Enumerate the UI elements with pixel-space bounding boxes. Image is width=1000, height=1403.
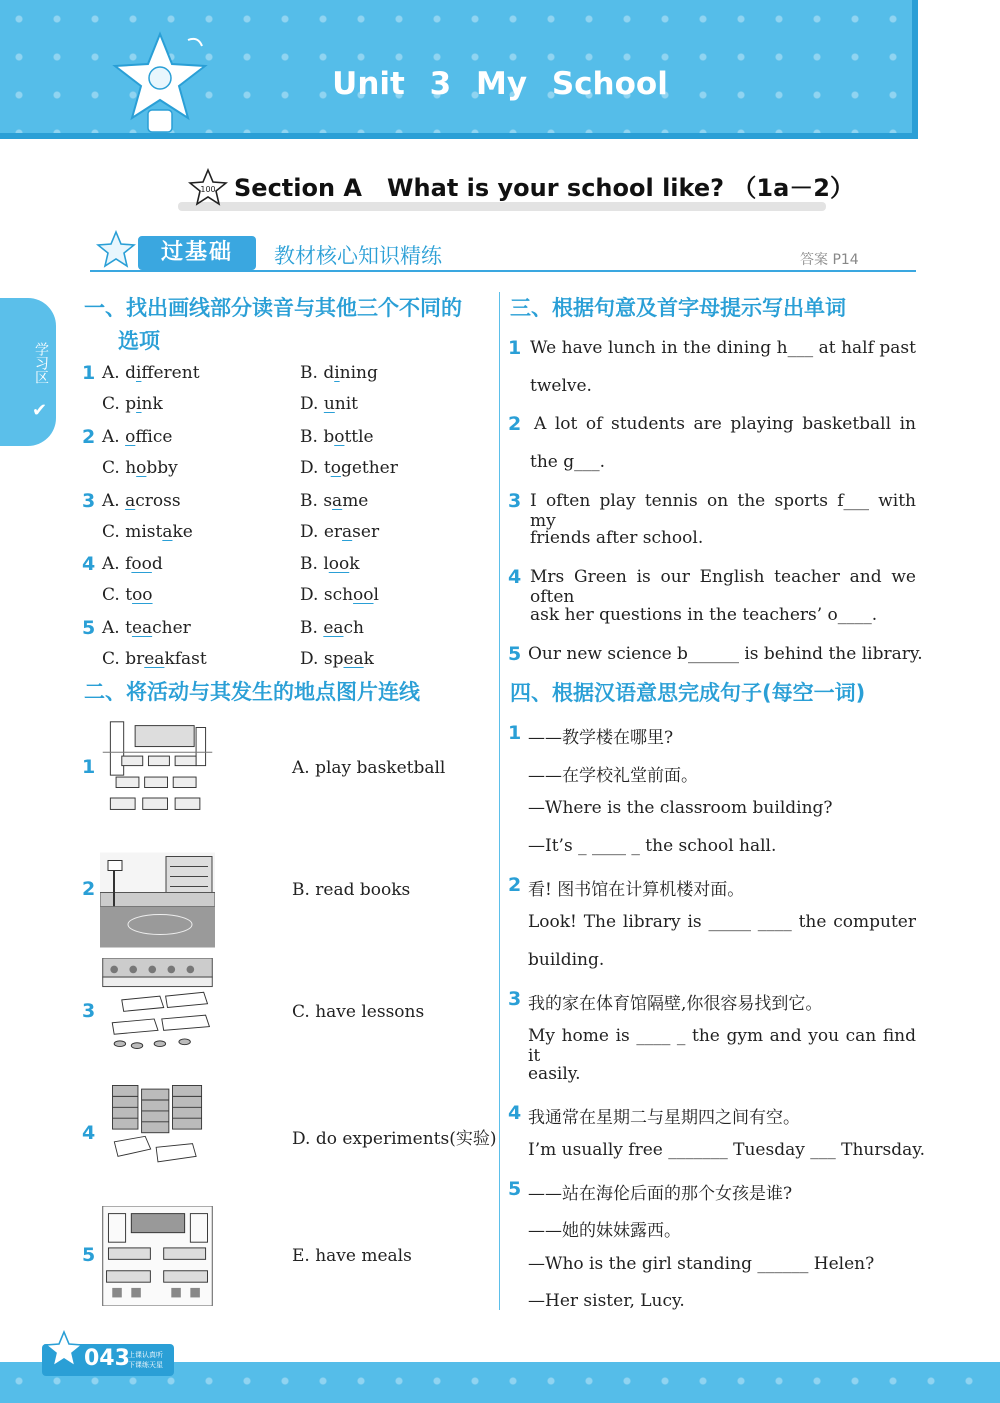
part3-sentence-cont: friends after school. <box>530 528 704 548</box>
part1-number: 1 <box>82 362 96 384</box>
option-d <box>300 458 398 478</box>
part4-number: 3 <box>508 988 522 1010</box>
section-title-bar <box>178 202 826 211</box>
dining-hall-picture <box>100 958 215 1058</box>
underlined-letters: a <box>342 522 353 542</box>
part3-number: 3 <box>508 490 522 512</box>
underlined-letters: a <box>332 491 343 511</box>
star-badge-icon <box>188 168 228 208</box>
section-title: Section A What is your school like? （1a－2） <box>234 174 854 202</box>
underlined-letters: o <box>334 427 345 447</box>
part4-line: —Who is the girl standing ______ Helen? <box>528 1254 875 1274</box>
playground-picture <box>100 850 215 950</box>
option-c <box>102 522 193 542</box>
option-word-start: s <box>323 491 333 511</box>
option-d <box>300 585 379 605</box>
option-word-end: ke <box>172 522 193 542</box>
column-divider <box>499 292 500 1310</box>
part4-line: —Where is the classroom building? <box>528 798 833 818</box>
part1-number: 2 <box>82 426 96 448</box>
library-picture <box>100 1080 215 1180</box>
option-b <box>300 363 378 383</box>
option-a <box>102 491 181 511</box>
option-a <box>102 363 200 383</box>
part2-number: 2 <box>82 878 96 900</box>
mascot-small-icon <box>96 230 136 270</box>
underlined-letters: i <box>135 363 142 383</box>
option-word-start: sch <box>323 585 354 605</box>
part4-line: 看! 图书馆在计算机楼对面。 <box>528 880 745 900</box>
underlined-letters: ea <box>144 649 165 669</box>
part3-number: 4 <box>508 566 522 588</box>
part1-number: 4 <box>82 553 96 575</box>
part1-heading-cont: 选项 <box>118 329 160 353</box>
part3-sentence-cont: twelve. <box>530 376 592 396</box>
part1-number: 5 <box>82 617 96 639</box>
option-c <box>102 458 178 478</box>
option-word-end: k <box>363 649 374 669</box>
science-lab-illustration <box>100 1206 215 1306</box>
option-letter: C. <box>102 649 120 669</box>
part4-line: —It’s _ ____ _ the school hall. <box>528 836 777 856</box>
option-letter: C. <box>102 458 120 478</box>
activity-option: B. read books <box>292 880 411 900</box>
underlined-letters: ea <box>131 618 153 638</box>
option-letter: D. <box>300 458 319 478</box>
option-letter: A. <box>102 618 120 638</box>
option-word-end: fferent <box>141 363 200 383</box>
library-illustration <box>100 1080 215 1180</box>
option-letter: C. <box>102 585 120 605</box>
option-word-end: ser <box>352 522 380 542</box>
part4-number: 5 <box>508 1178 522 1200</box>
activity-option: E. have meals <box>292 1246 412 1266</box>
option-letter: B. <box>300 554 318 574</box>
page-number: 043 <box>84 1346 130 1371</box>
side-tab-label: 学习区 <box>33 342 49 384</box>
tab-subtitle: 教材核心知识精练 <box>274 244 442 268</box>
option-letter: A. <box>102 427 120 447</box>
part3-sentence: Mrs Green is our English teacher and we often <box>530 567 916 607</box>
part1-heading: 一、找出画线部分读音与其他三个不同的 <box>84 296 462 320</box>
option-word-start: p <box>125 394 137 414</box>
option-letter: D. <box>300 394 319 414</box>
activity-option: D. do experiments(实验) <box>292 1129 497 1149</box>
option-word-end: d <box>151 554 163 574</box>
part3-number: 2 <box>508 413 522 435</box>
part4-line: ——站在海伦后面的那个女孩是谁? <box>528 1184 793 1204</box>
option-letter: C. <box>102 522 120 542</box>
classroom-picture <box>100 718 215 818</box>
option-letter: A. <box>102 554 120 574</box>
underlined-letters: o <box>136 458 147 478</box>
option-letter: C. <box>102 394 120 414</box>
option-word-start: mist <box>125 522 163 542</box>
science-lab-picture <box>100 1206 215 1306</box>
option-word-start: d <box>125 363 136 383</box>
part4-heading: 四、根据汉语意思完成句子(每空一词) <box>510 681 866 705</box>
option-d <box>300 649 374 669</box>
part4-line: easily. <box>528 1064 581 1084</box>
part3-number: 5 <box>508 643 522 665</box>
option-word-start: t <box>125 618 132 638</box>
option-c <box>102 649 207 669</box>
option-a <box>102 427 172 447</box>
option-letter: D. <box>300 522 319 542</box>
part2-heading: 二、将活动与其发生的地点图片连线 <box>84 680 420 704</box>
option-word-end: nk <box>141 394 163 414</box>
option-word-start: h <box>125 458 137 478</box>
part3-sentence: I often play tennis on the sports f___ with my <box>530 491 916 531</box>
option-c <box>102 585 153 605</box>
part4-line: ——她的妹妹露西。 <box>528 1221 681 1241</box>
option-word-end: l <box>373 585 379 605</box>
option-letter: B. <box>300 427 318 447</box>
option-word-end: ffice <box>135 427 173 447</box>
part2-number: 4 <box>82 1122 96 1144</box>
star-mascot-icon <box>110 30 210 135</box>
part4-line: Look! The library is _____ ____ the computer <box>528 912 916 932</box>
part4-line: ——教学楼在哪里? <box>528 728 674 748</box>
part4-line: 我的家在体育馆隔壁,你很容易找到它。 <box>528 994 823 1014</box>
part4-line: My home is ____ _ the gym and you can find it <box>528 1026 916 1066</box>
option-letter: B. <box>300 491 318 511</box>
check-icon: ✔ <box>32 400 48 421</box>
part3-sentence-cont: ask her questions in the teachers’ o____. <box>530 605 878 625</box>
option-d <box>300 522 379 542</box>
option-word-start: d <box>323 363 335 383</box>
option-b <box>300 618 364 638</box>
classroom-illustration <box>100 718 215 818</box>
option-word-start: t <box>125 585 133 605</box>
option-word-start: t <box>323 458 331 478</box>
option-b <box>300 427 374 447</box>
option-word-end: k <box>349 554 360 574</box>
option-word-end: kfast <box>164 649 207 669</box>
part3-sentence: We have lunch in the dining h___ at half past <box>530 338 916 358</box>
option-c <box>102 394 163 414</box>
part3-number: 1 <box>508 337 522 359</box>
part3-sentence-cont: the g___. <box>530 452 606 472</box>
option-word-end: ttle <box>344 427 374 447</box>
option-word-end: ning <box>339 363 378 383</box>
option-a <box>102 618 191 638</box>
activity-option: A. play basketball <box>292 758 446 778</box>
part3-sentence: A lot of students are playing basketball in <box>534 414 916 434</box>
part2-number: 1 <box>82 756 96 778</box>
underlined-letters: oo <box>353 585 374 605</box>
part4-number: 4 <box>508 1102 522 1124</box>
page-slogan: 上课认真听 下课练天星 <box>128 1351 163 1369</box>
option-letter: D. <box>300 585 319 605</box>
part4-line: ——在学校礼堂前面。 <box>528 766 698 786</box>
part4-line: 我通常在星期二与星期四之间有空。 <box>528 1108 800 1128</box>
option-word-end: ch <box>343 618 364 638</box>
unit-title: Unit 3 My School <box>332 66 668 102</box>
option-letter: D. <box>300 649 319 669</box>
tab-underline <box>90 270 916 272</box>
part1-number: 3 <box>82 490 96 512</box>
option-word-end: cross <box>135 491 181 511</box>
underlined-letters: a <box>125 491 136 511</box>
option-word-start: br <box>125 649 145 669</box>
underlined-letters: o <box>330 458 341 478</box>
option-word-start: l <box>323 554 329 574</box>
part3-heading: 三、根据句意及首字母提示写出单词 <box>510 296 846 320</box>
part3-sentence: Our new science b______ is behind the library. <box>528 644 923 664</box>
part4-line: —Her sister, Lucy. <box>528 1291 685 1311</box>
option-word-end: gether <box>340 458 398 478</box>
underlined-letters: oo <box>131 554 152 574</box>
option-b <box>300 491 368 511</box>
answer-reference: 答案 P14 <box>800 252 859 268</box>
option-word-start: sp <box>323 649 344 669</box>
part2-number: 5 <box>82 1244 96 1266</box>
underlined-letters: i <box>136 394 142 414</box>
option-letter: B. <box>300 618 318 638</box>
option-word-start: er <box>323 522 343 542</box>
option-letter: B. <box>300 363 318 383</box>
part4-line: I’m usually free _______ Tuesday ___ Thursday. <box>528 1140 925 1160</box>
option-word-start: b <box>323 427 335 447</box>
basketball-court-illustration <box>100 850 215 950</box>
svg-text:100: 100 <box>200 185 216 194</box>
underlined-letters: i <box>334 363 340 383</box>
underlined-letters: ea <box>343 649 364 669</box>
part4-number: 1 <box>508 722 522 744</box>
header-edge <box>912 0 918 139</box>
part4-number: 2 <box>508 874 522 896</box>
option-b <box>300 554 360 574</box>
option-word-end: cher <box>152 618 191 638</box>
dining-hall-illustration <box>100 958 215 1058</box>
activity-option: C. have lessons <box>292 1002 425 1022</box>
underlined-letters: o <box>125 427 136 447</box>
part2-number: 3 <box>82 1000 96 1022</box>
option-word-end: nit <box>334 394 359 414</box>
option-letter: A. <box>102 491 120 511</box>
underlined-letters: ea <box>323 618 344 638</box>
underlined-letters: a <box>162 522 173 542</box>
underlined-letters: oo <box>328 554 350 574</box>
option-word-end: bby <box>146 458 178 478</box>
option-a <box>102 554 163 574</box>
option-word-end: me <box>342 491 369 511</box>
tab-label: 过基础 <box>138 236 256 270</box>
option-word-start: f <box>125 554 132 574</box>
part4-line: building. <box>528 950 605 970</box>
page-star-icon <box>44 1330 84 1370</box>
underlined-letters: u <box>323 394 335 414</box>
underlined-letters: oo <box>132 585 153 605</box>
option-d <box>300 394 358 414</box>
option-letter: A. <box>102 363 120 383</box>
